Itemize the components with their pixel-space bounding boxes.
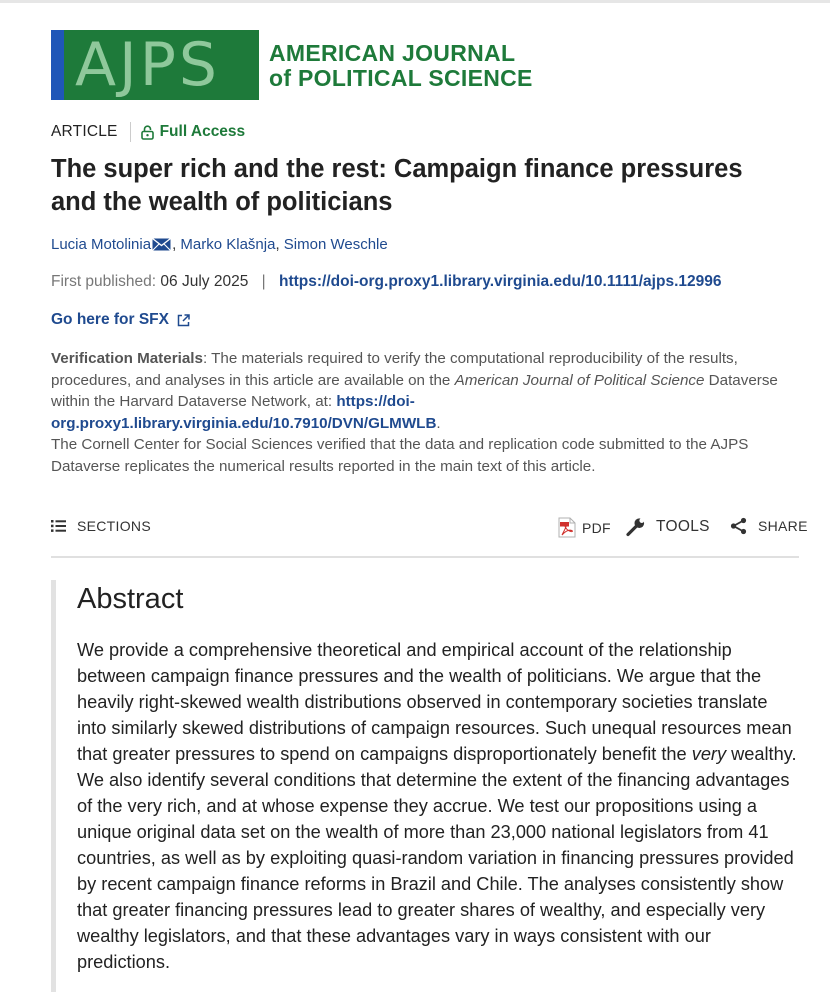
verification-materials <box>51 348 796 477</box>
article-title: The super rich and the rest: Campaign finance pressures and the wealth of politicians <box>51 155 743 216</box>
article-type: ARTICLE <box>51 123 118 140</box>
abstract-text <box>77 637 799 975</box>
cornell-note: The Cornell Center for Social Sciences verified that the data and replication code submitted to the AJPS Dataverse replicates the numerical results reported in the main text of this article. <box>51 436 749 475</box>
abstract-italic-word: very <box>691 744 727 764</box>
author-link[interactable]: Simon Weschle <box>283 236 388 253</box>
author-link[interactable]: Marko Klašnja <box>180 236 276 253</box>
sections-button[interactable] <box>51 518 151 534</box>
toolbar-divider <box>51 556 799 558</box>
first-published-label: First published: <box>51 273 157 290</box>
author-link[interactable]: Lucia Motolinia <box>51 236 152 253</box>
share-button[interactable] <box>730 517 808 535</box>
logo-stripe <box>51 30 64 100</box>
journal-name[interactable] <box>269 41 533 91</box>
pdf-button[interactable] <box>558 517 611 538</box>
tools-button[interactable] <box>626 516 710 537</box>
share-icon <box>730 517 747 535</box>
wrench-icon <box>626 516 647 537</box>
sfx-label: Go here for SFX <box>51 311 169 328</box>
verification-period: . <box>436 414 441 432</box>
dataverse-link-line1: https://doi- <box>336 393 415 410</box>
article-type-row <box>51 121 245 143</box>
type-separator <box>130 122 131 142</box>
list-icon <box>51 520 66 532</box>
verification-text-1: : The materials required to verify the computational reproducibility of the results, procedures, and analyses in this article are available on the <box>51 350 738 389</box>
external-link-icon <box>177 314 190 327</box>
abstract-heading: Abstract <box>77 583 184 615</box>
verification-text-2: Dataverse within the Harvard Dataverse Network, at: <box>51 371 778 410</box>
access-label: Full Access <box>159 123 246 140</box>
share-label: SHARE <box>758 518 808 534</box>
sections-label: SECTIONS <box>77 518 151 534</box>
abstract-text-part2: wealthy. We also identify several conditions that determine the extent of the financing advantages of the very rich, and at whose expense they accrue. We test our propositions using a unique original data set on the wealth of more than 23,000 national legislators from 41 countries, as well as by exploiting quasi-random variation in financing pressures provided by recent campaign finance reforms in Brazil and Chile. The analyses consistently show that greater financing pressures lead to greater shares of wealthy, and especially very wealthy legislators, and that these advantages vary in ways consistent with our predictions. <box>77 744 797 972</box>
mail-icon[interactable] <box>152 238 171 251</box>
pdf-label: PDF <box>582 519 611 536</box>
author-comma: , <box>275 236 284 253</box>
author-comma: , <box>172 236 181 253</box>
dataverse-link-line2: org.proxy1.library.virginia.edu/10.7910/DVN/GLMWLB <box>51 414 437 432</box>
abstract-accent-bar <box>51 580 56 992</box>
pub-separator: | <box>261 273 266 290</box>
sfx-link[interactable] <box>51 311 190 329</box>
article-toolbar <box>51 513 808 543</box>
publication-info <box>51 273 721 291</box>
abstract-text-part1: We provide a comprehensive theoretical and empirical account of the relationship between campaign finance pressures and the wealth of politicians. We argue that the heavily right-skewed wealth distributions observed in contemporary societies translate into similarly skewed distributions of campaign resources. Such unequal resources mean that greater pressures to spend on campaigns disproportionately benefit the <box>77 640 792 764</box>
journal-name-line2: of POLITICAL SCIENCE <box>269 65 533 91</box>
unlock-icon <box>141 125 154 140</box>
logo-abbrev: AJPS <box>75 30 221 100</box>
access-badge <box>141 123 246 141</box>
top-border <box>0 0 830 3</box>
doi-link[interactable]: https://doi-org.proxy1.library.virginia.edu/10.1111/ajps.12996 <box>278 273 722 290</box>
journal-name-line1: AMERICAN JOURNAL <box>269 40 516 66</box>
verification-journal: American Journal of Political Science <box>454 371 705 389</box>
tools-label: TOOLS <box>656 517 710 535</box>
first-published-date: 06 July 2025 <box>160 273 249 290</box>
author-list <box>51 236 388 253</box>
verification-label: Verification Materials <box>51 350 203 367</box>
journal-logo[interactable] <box>51 30 259 100</box>
pdf-icon <box>558 517 576 538</box>
